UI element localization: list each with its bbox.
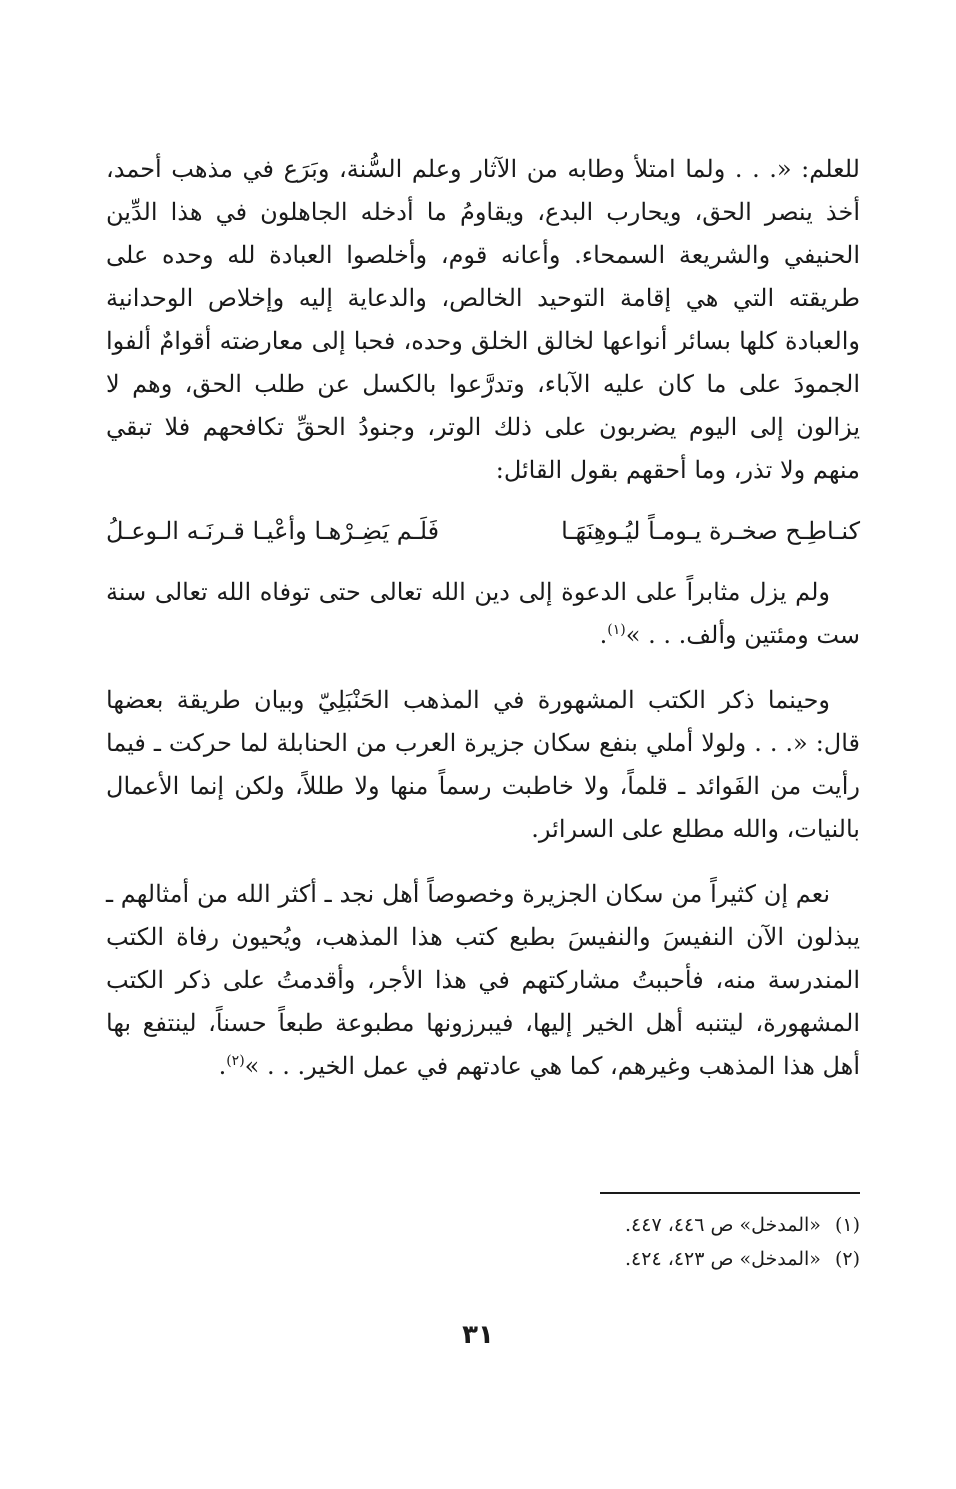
footnote-number: (٢) [834,1248,860,1270]
paragraph-text: نعم إن كثيراً من سكان الجزيرة وخصوصاً أهل نجد ـ أكثر الله من أمثالهم ـ يبذلون الآن النفيسَ والنفيسَ بطبع كتب هذا المذهب، ويُحيون رفاة الكتب المندرسة منه، فأحببتُ مشاركتهم في هذا الأجر، وأقدمتُ على ذكر الكتب المشهورة، ليتنبه أهل الخير إليها، فيبرزونها مطبوعة طبعاً حسناً، لينتفع بها أهل هذا المذهب وغيرهم، كما هي عادتهم في عمل الخير. . . » [106,880,860,1080]
footnote-item [106,1208,860,1242]
poetry-verse [106,510,860,553]
paragraph-najd [106,873,860,1088]
footnote-ref: (١) [607,622,626,638]
footnote-text: «المدخل» ص ٤٢٣، ٤٢٤. [625,1248,821,1270]
verse-first-hemistich: كنـاطِـح صخـرة يـومـاً ليُـوهِنَهَـا [561,517,860,545]
paragraph-death-note [106,571,860,657]
paragraph-text: ولم يزل مثابراً على الدعوة إلى دين الله تعالى حتى توفاه الله تعالى سنة ست ومئتين وألف. . . » [106,578,860,649]
verse-second-hemistich: فَلَـم يَضِـرْهـا وأعْيـا قـرنَـه الـوعـلُ [106,517,440,545]
footnote-divider [600,1192,860,1194]
paragraph-books: وحينما ذكر الكتب المشهورة في المذهب الحَنْبَلِيّ وبيان طريقة بعضها قال: «. . . ولولا أملي بنفع سكان جزيرة العرب من الحنابلة لما حركت ـ فيما رأيت من الفَوائد ـ قلماً، ولا خاطبت رسماً منها ولا طللاً، ولكن إنما الأعمال بالنيات، والله مطلع على السرائر. [106,686,860,843]
paragraph-end: . [218,1052,227,1080]
paragraph-quote-intro: للعلم: «. . . ولما امتلأ وطابه من الآثار وعلم السُّنة، وبَرَع في مذهب أحمد، أخذ ينصر الحق، ويحارب البدع، ويقاومُ ما أدخله الجاهلون في هذا الدِّين الحنيفي والشريعة السمحاء. وأعانه قوم، وأخلصوا العبادة لله وحده على طريقته التي هي إقامة التوحيد الخالص، والدعاية إليه وإخلاص الوحدانية والعبادة كلها بسائر أنواعها لخالق الخلق وحده، فحبا إلى معارضته أقوامٌ ألفوا الجمودَ على ما كان عليه الآباء، وتدرَّعوا بالكسل عن طلب الحق، وهم لا يزالون إلى اليوم يضربون على ذلك الوتر، وجنودُ الحقِّ تكافحهم فلا تبقي منهم ولا تذر، وما أحقهم بقول القائل: [106,155,860,484]
footnotes [106,1208,860,1276]
footnote-number: (١) [834,1214,860,1236]
page-body [106,148,860,1088]
footnote-text: «المدخل» ص ٤٤٦، ٤٤٧. [625,1214,821,1236]
page-number: ٣١ [462,1320,494,1350]
paragraph-end: . [599,621,608,649]
footnote-item [106,1242,860,1276]
footnote-ref: (٢) [226,1053,245,1069]
